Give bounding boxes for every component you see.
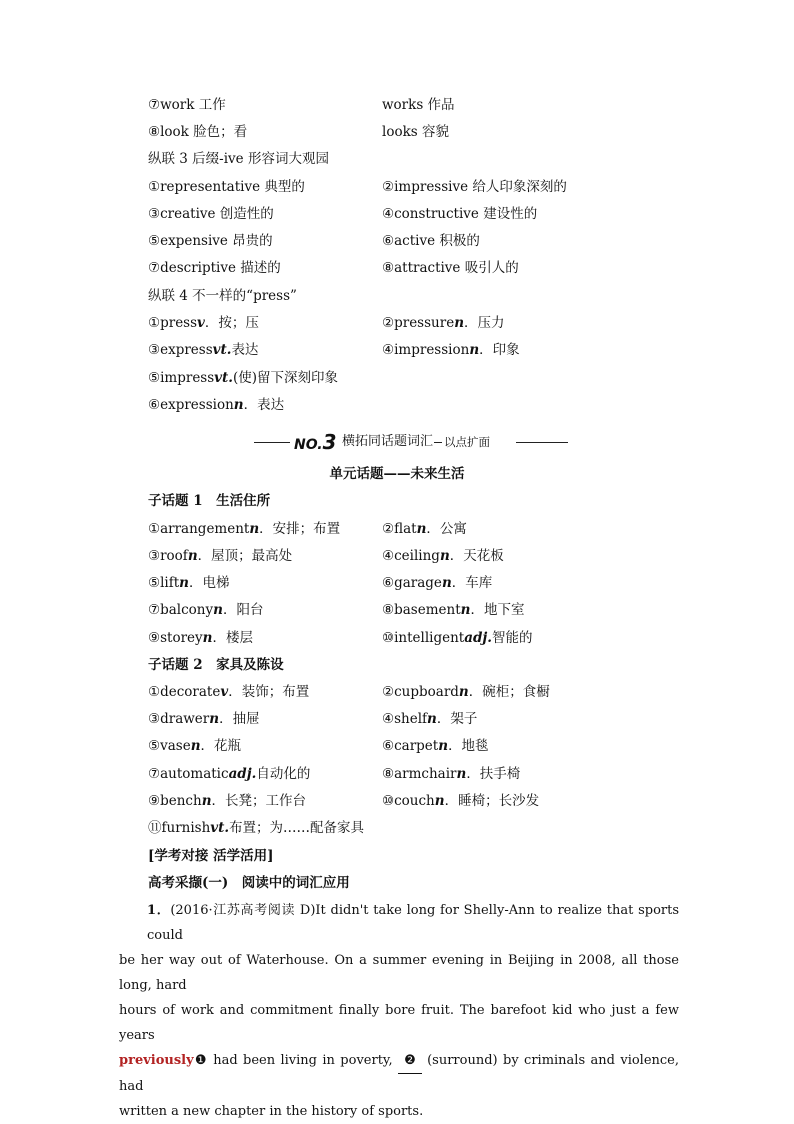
vocab-left: ①representative 典型的 bbox=[148, 179, 305, 195]
vocab-left: ⑦work 工作 bbox=[148, 97, 226, 113]
marker-1: ❶ bbox=[193, 1053, 208, 1068]
vocab-row bbox=[148, 735, 708, 757]
vocab-left: ①arrangementn．安排；布置 bbox=[148, 521, 341, 537]
fill-blank[interactable] bbox=[398, 1048, 422, 1074]
banner-rule-right bbox=[516, 442, 568, 443]
vocab-row bbox=[148, 312, 708, 334]
vocab-right: ⑧attractive 吸引人的 bbox=[382, 260, 519, 276]
vocab-row bbox=[148, 545, 708, 567]
vocab-left: ⑦descriptive 描述的 bbox=[148, 260, 281, 276]
subtopic1-title: 子话题 1 生活住所 bbox=[148, 493, 271, 509]
vocab-row bbox=[148, 176, 708, 198]
vocab-right: ⑥carpetn．地毯 bbox=[382, 738, 489, 754]
highlighted-word: previously bbox=[119, 1053, 194, 1068]
practice-subheading: 高考采撷(一) 阅读中的词汇应用 bbox=[148, 875, 350, 891]
vocab-row bbox=[148, 203, 708, 225]
vocab-row bbox=[148, 599, 708, 621]
vocab-right: ⑥active 积极的 bbox=[382, 233, 480, 249]
vocab-left: ③roofn．屋顶；最高处 bbox=[148, 548, 293, 564]
vocab-row bbox=[148, 518, 708, 540]
vocab-left: ①decoratev．装饰；布置 bbox=[148, 684, 310, 700]
vocab-row bbox=[148, 257, 708, 279]
practice-heading: [学考对接 活学活用] bbox=[148, 848, 274, 864]
vocab-right: ④ceilingn．天花板 bbox=[382, 548, 504, 564]
vocab-left: ⑤vasen．花瓶 bbox=[148, 738, 242, 754]
vocab-row bbox=[148, 708, 708, 730]
marker-2: ❷ bbox=[404, 1053, 416, 1068]
group3-title: 纵联 3 后缀-ive 形容词大观园 bbox=[148, 151, 329, 167]
vocab-row bbox=[148, 230, 708, 252]
vocab-left: ⑨benchn．长凳；工作台 bbox=[148, 793, 307, 809]
vocab-right: ④impressionn．印象 bbox=[382, 342, 520, 358]
banner-subtitle: 以点扩面 bbox=[444, 435, 490, 449]
section-banner bbox=[254, 430, 570, 454]
vocab-right: looks 容貌 bbox=[382, 124, 449, 140]
vocab-row bbox=[148, 339, 708, 361]
vocab-right: ⑥garagen．车库 bbox=[382, 575, 493, 591]
vocab-right: ⑧armchairn．扶手椅 bbox=[382, 766, 521, 782]
subtopic2-title: 子话题 2 家具及陈设 bbox=[148, 657, 284, 673]
vocab-left: ⑤expensive 昂贵的 bbox=[148, 233, 273, 249]
banner-title: 横拓同话题词汇 bbox=[342, 434, 434, 449]
group4-title: 纵联 4 不一样的“press” bbox=[148, 288, 297, 304]
vocab-right: ⑩couchn．睡椅；长沙发 bbox=[382, 793, 540, 809]
question-number: 1． bbox=[147, 903, 171, 918]
vocab-right: ⑧basementn．地下室 bbox=[382, 602, 525, 618]
vocab-left: ⑦automaticadj.自动化的 bbox=[148, 766, 311, 782]
unit-topic: 单元话题——未来生活 bbox=[329, 466, 465, 482]
vocab-row bbox=[148, 681, 708, 703]
reading-passage: 1．(2016·江苏高考阅读 D)It didn't take long for Shelly-Ann to realize that sports could be her way out of Waterhouse. On a summer evening in Beijing in 2008, all those long, hard hours of work and commitment finally bore fruit. The barefoot kid who just a few years previously❶ had been living in poverty, ❷ (surround) by criminals and violence, had written a new chapter in the history of sports. bbox=[119, 903, 680, 1119]
vocab-right: ②pressuren．压力 bbox=[382, 315, 505, 331]
vocab-right: ④constructive 建设性的 bbox=[382, 206, 538, 222]
vocab-left: ③creative 创造性的 bbox=[148, 206, 274, 222]
vocab-row bbox=[148, 94, 708, 116]
vocab-single: ⑥expressionn．表达 bbox=[148, 397, 285, 413]
vocab-right: works 作品 bbox=[382, 97, 455, 113]
vocab-left: ③expressvt.表达 bbox=[148, 342, 259, 358]
vocab-row bbox=[148, 763, 708, 785]
vocab-right: ②cupboardn．碗柜；食橱 bbox=[382, 684, 550, 700]
banner-rule-mid bbox=[434, 442, 442, 443]
vocab-row bbox=[148, 790, 708, 812]
vocab-right: ⑩intelligentadj.智能的 bbox=[382, 630, 533, 646]
vocab-right: ②flatn．公寓 bbox=[382, 521, 467, 537]
vocab-left: ⑤liftn．电梯 bbox=[148, 575, 230, 591]
banner-rule-left bbox=[254, 442, 290, 443]
banner-number: NO.3 bbox=[294, 430, 337, 454]
vocab-left: ③drawern．抽屉 bbox=[148, 711, 260, 727]
vocab-single: ⑪furnishvt.布置；为……配备家具 bbox=[148, 820, 365, 836]
vocab-left: ⑨storeyn．楼层 bbox=[148, 630, 253, 646]
vocab-row bbox=[148, 627, 708, 649]
vocab-single: ⑤impressvt.(使)留下深刻印象 bbox=[148, 370, 338, 386]
vocab-left: ①pressv．按；压 bbox=[148, 315, 259, 331]
vocab-right: ②impressive 给人印象深刻的 bbox=[382, 179, 567, 195]
vocab-row bbox=[148, 121, 708, 143]
vocab-left: ⑧look 脸色；看 bbox=[148, 124, 248, 140]
vocab-row bbox=[148, 572, 708, 594]
passage-source: (2016·江苏高考阅读 D) bbox=[170, 903, 316, 918]
vocab-right: ④shelfn．架子 bbox=[382, 711, 478, 727]
vocab-left: ⑦balconyn．阳台 bbox=[148, 602, 264, 618]
